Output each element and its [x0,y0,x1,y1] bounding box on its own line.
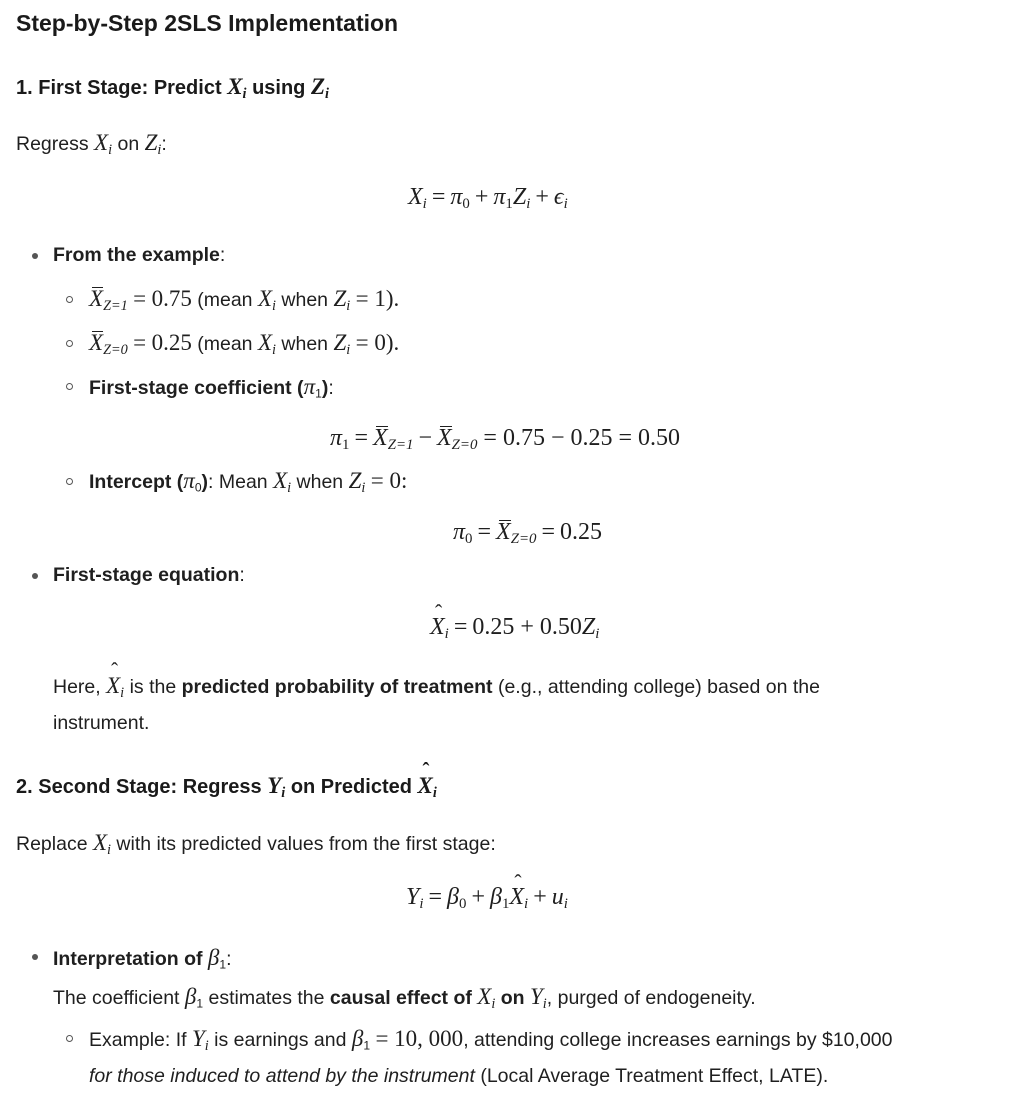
section-heading-second-stage [16,773,437,801]
intercept-tail: = 0: [370,468,408,493]
regress-mid: on [117,133,140,155]
bullet-dot [32,573,38,579]
math-xi: $X_i$ [227,74,247,102]
intercept-text: Mean [218,471,268,493]
replace-prefix: Replace [16,833,88,855]
math-xhat: ˆ $X_i$ [106,673,124,698]
coef-text-a: The coefficient [53,987,180,1009]
coef-text-b: estimates the [208,987,325,1009]
example-value: = 10, 000 [375,1026,464,1051]
page-title: Step-by-Step 2SLS Implementation [16,10,399,36]
sub-bullet-circle [66,340,73,347]
equation-label: First-stage equation [53,564,240,586]
math-zi: $Z_i$ [348,468,366,496]
here-paragraph-line2: instrument. [53,712,150,734]
example-line1: Example: If $Y_i$ is earnings and $\beta_1 = 10$, 000, attending college increases earnings by $10,000 [89,1026,893,1054]
interp-label: Interpretation of [53,948,203,970]
math-xi: $X_i$ [92,830,111,858]
math-zi: $Z_i$ [144,130,162,158]
here-mid: is the [129,676,177,698]
fitted-values: 0.25 + 0.50 [472,614,582,640]
when-text: when [281,289,329,311]
mean-z0-item: $X_{Z=0} = 0.25$ (mean $X_i$ when $Z_i = 0$). [89,330,400,358]
first-stage-equation-item: First-stage equation: [53,564,245,586]
mean-z0-close: = 0). [355,330,400,355]
here-bold: predicted probability of treatment [181,676,493,698]
first-stage-model-equation: $X_i = \pi_0 + \pi_1Z_i + \epsilon_i$ [408,184,568,213]
from-example-label: From the example [53,244,220,266]
pi0-value: 0.25 [559,519,602,545]
heading-mid: using [252,77,306,99]
math-xi: $X_i$ [257,330,276,358]
here-paragraph-line1 [53,673,820,701]
math-zi: $Z_i$ [333,330,351,358]
math-zi: $Z_i$ [333,286,351,314]
pi0-equation: $\pi_0 = X_{Z=0} = 0.25$ [453,519,602,548]
here-prefix: Here, [53,676,101,698]
math-yi: $Y_i$ [191,1026,209,1054]
second-stage-equation: $Y_i = \beta_0$ + $\beta_1ˆ$ $X_i + u_i$ [406,885,568,909]
coef-bold-a: causal effect of [329,987,472,1009]
coef-item: First-stage coefficient $(\pi_1)$: [89,374,334,401]
mean-z1-close: = 1). [355,286,400,311]
heading-text: 1. First Stage: Predict [16,77,222,99]
mean-z1-value: 0.75 [151,286,192,311]
from-example-item: From the example: [53,244,226,266]
math-yi: $Y_i$ [530,984,547,1012]
example-a: Example: If [89,1029,187,1051]
math-xhat: ˆ $X_i$ [418,773,437,798]
sub-bullet-circle [66,1035,73,1042]
bullet-dot [32,253,38,259]
section-heading-first-stage [16,74,329,102]
math-xi: $X_i$ [477,984,496,1012]
example-tail: , attending college increases earnings by $10,000 [463,1029,893,1051]
math-yi: $Y_i$ [267,773,286,801]
coefficient-line: The coefficient $\beta_1$ estimates the causal effect of $X_i$ on $Y_i$, purged of endogeneity. [53,984,756,1012]
example-italic: for those induced to attend by the instrument [89,1065,475,1087]
math-xbar-z1: $X_{Z=1}$ [89,286,128,314]
example-b: is earnings and [214,1029,347,1051]
interpretation-item: Interpretation of $\beta_1$: [53,945,232,972]
math-beta1: β [207,945,220,970]
math-beta1: β [184,984,197,1009]
math-xi: $X_i$ [257,286,276,314]
mean-text: (mean [197,333,253,355]
math-xi: $X_i$ [273,468,292,496]
example-line2 [89,1067,828,1087]
replace-tail: with its predicted values from the first stage: [116,833,496,855]
math-xbar-z0: $X_{Z=0}$ [89,330,128,358]
intercept-item: Intercept $(\pi_0)$: Mean $X_i$ when $Z_i = 0$: [89,468,408,496]
math-xi: $X_i$ [94,130,113,158]
regress-line: Regress $X_i$ on $Z_i$: [16,130,167,158]
sub-bullet-circle [66,383,73,390]
coef-tail: , purged of endogeneity. [546,987,756,1009]
here-tail: (e.g., attending college) based on the [497,676,820,698]
replace-line [16,830,496,858]
mean-z0-value: 0.25 [151,330,192,355]
math-zi: $Z_i$ [310,74,329,102]
mean-z1-item: $X_{Z=1} = 0.75$ (mean $X_i$ when $Z_i = 1$). [89,286,400,314]
mean-text: (mean [197,289,253,311]
example-end: (Local Average Treatment Effect, LATE). [480,1065,829,1087]
coef-label: First-stage coefficient $(\pi_1)$ [89,374,329,401]
fitted-equation: ˆ $X_i = 0.25 + 0.50Z_i$ [430,615,599,639]
pi1-values: = 0.75 − 0.25 = 0.50 [483,425,681,451]
heading-text: 2. Second Stage: Regress [16,776,262,798]
heading-mid: on Predicted [290,776,412,798]
pi1-equation: $\pi_1 = X_{Z=1} - X_{Z=0} = 0.75 - 0.25 = 0.50$ [330,425,681,454]
regress-prefix: Regress [16,133,89,155]
coef-bold-b: on [500,987,525,1009]
sub-bullet-circle [66,478,73,485]
bullet-dot [32,954,38,960]
when-text: when [296,471,344,493]
intercept-label: Intercept $(\pi_0)$ [89,468,209,495]
math-beta1: β [351,1026,364,1051]
when-text: when [281,333,329,355]
sub-bullet-circle [66,296,73,303]
